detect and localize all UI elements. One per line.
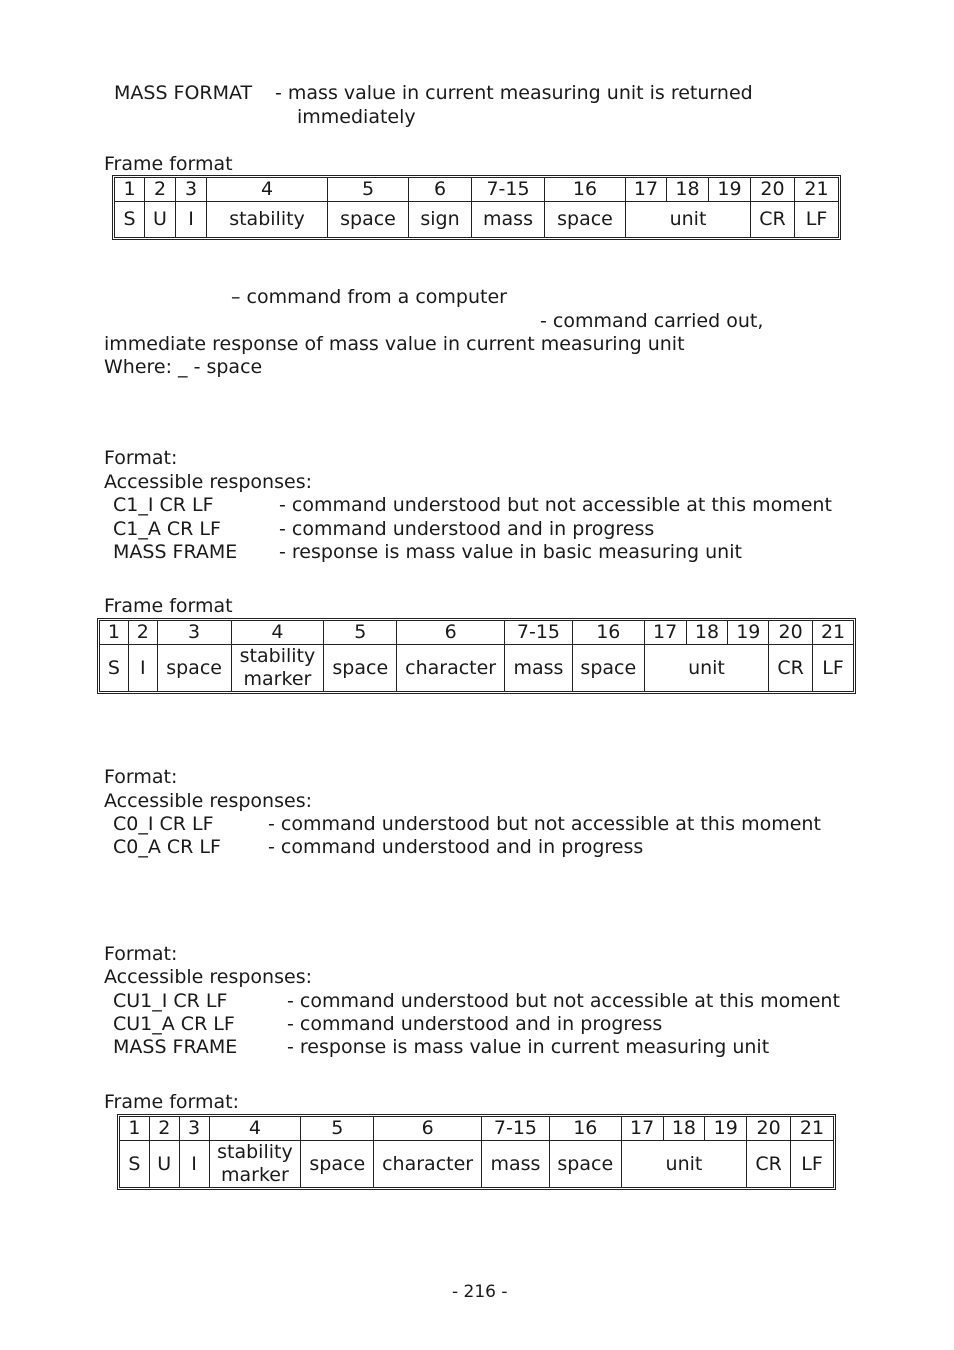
cell-stability: stability: [207, 202, 328, 237]
response-description: - command understood but not accessible at this moment: [279, 494, 832, 516]
cell-mass: mass: [505, 645, 573, 691]
cell-space: space: [324, 645, 397, 691]
header-cell: 18: [687, 621, 729, 645]
response-code: C1_A CR LF: [113, 518, 221, 540]
header-cell: 4: [210, 1117, 302, 1141]
response-description: - command understood but not accessible at this moment: [268, 813, 821, 835]
header-cell: 16: [545, 178, 626, 202]
cell-cr: CR: [769, 645, 813, 691]
header-cell: 21: [795, 178, 838, 202]
response-code: CU1_I CR LF: [113, 990, 228, 1012]
cell-sign: sign: [409, 202, 472, 237]
header-cell: 6: [397, 621, 505, 645]
table-header-row: [115, 178, 838, 202]
header-cell: 4: [232, 621, 325, 645]
cell-s: S: [120, 1141, 150, 1187]
stability-text: stability: [239, 645, 316, 667]
response-description: - response is mass value in current measuring unit: [287, 1036, 770, 1058]
page-number: - 216 -: [452, 1282, 508, 1302]
marker-text: marker: [221, 1164, 289, 1186]
cell-cr: CR: [751, 202, 795, 237]
cell-unit: unit: [626, 202, 751, 237]
cell-u: U: [145, 202, 176, 237]
frame-format-label: Frame format: [104, 595, 233, 617]
cell-s: S: [115, 202, 145, 237]
frame-format-label: Frame format: [104, 153, 233, 175]
cell-space: space: [328, 202, 409, 237]
header-cell: 6: [374, 1117, 482, 1141]
header-cell: 18: [667, 178, 709, 202]
cell-lf: LF: [801, 1152, 823, 1175]
header-cell: 20: [769, 621, 813, 645]
header-cell: 21: [813, 621, 853, 645]
cell-character: character: [397, 645, 505, 691]
frame-format-label: Frame format:: [104, 1091, 240, 1113]
header-cell: 17: [626, 178, 667, 202]
header-cell: 5: [324, 621, 397, 645]
response-description: - command understood but not accessible at this moment: [287, 990, 840, 1012]
frame-format-table-2: [99, 620, 854, 692]
response-code: CU1_A CR LF: [113, 1013, 235, 1035]
header-cell: 20: [751, 178, 795, 202]
header-cell: 7-15: [472, 178, 545, 202]
cell-i: I: [176, 202, 207, 237]
header-cell: 7-15: [482, 1117, 550, 1141]
header-cell: 2: [129, 621, 158, 645]
header-cell: 17: [622, 1117, 664, 1141]
frame-format-table-3: [119, 1116, 834, 1188]
response-description: - command understood and in progress: [279, 518, 655, 540]
table-row: [120, 1141, 833, 1187]
header-cell: 20: [747, 1117, 791, 1141]
command-carried-out: - command carried out,: [540, 310, 764, 332]
header-cell: 1: [120, 1117, 150, 1141]
header-cell: 17: [645, 621, 687, 645]
header-cell: 3: [158, 621, 232, 645]
response-code: MASS FRAME: [113, 541, 238, 563]
accessible-responses-label: Accessible responses:: [104, 966, 312, 988]
header-cell: 1: [100, 621, 129, 645]
stability-text: stability: [217, 1141, 293, 1163]
mass-format-definition-cont: immediately: [297, 106, 416, 128]
header-cell: 19: [709, 178, 751, 202]
header-cell: 19: [705, 1117, 747, 1141]
header-cell: 2: [150, 1117, 180, 1141]
table-row: [115, 202, 838, 237]
response-description: - command understood and in progress: [268, 836, 644, 858]
header-cell: 5: [328, 178, 409, 202]
cell-i: I: [129, 645, 158, 691]
frame-format-table-1: [114, 177, 839, 238]
cell-space: space: [158, 645, 232, 691]
table-header-row: [120, 1117, 833, 1141]
header-cell: 3: [176, 178, 207, 202]
format-label: Format:: [104, 943, 178, 965]
cell-s: S: [100, 645, 129, 691]
cell-space: space: [573, 645, 645, 691]
header-cell: 7-15: [505, 621, 573, 645]
response-code: MASS FRAME: [113, 1036, 238, 1058]
format-label: Format:: [104, 447, 178, 469]
header-cell: 21: [791, 1117, 833, 1141]
cell-u: U: [150, 1141, 180, 1187]
response-code: C0_I CR LF: [113, 813, 214, 835]
cell-stability-marker: [232, 645, 325, 691]
cell-stability-marker: [210, 1141, 302, 1187]
header-cell: 16: [550, 1117, 622, 1141]
format-label: Format:: [104, 766, 178, 788]
header-cell: 19: [728, 621, 769, 645]
table-header-row: [100, 621, 853, 645]
cell-character: character: [374, 1141, 482, 1187]
header-cell: 6: [409, 178, 472, 202]
mass-format-term: MASS FORMAT: [114, 82, 253, 104]
response-description: - response is mass value in basic measuring unit: [279, 541, 742, 563]
cell-cr: CR: [747, 1141, 791, 1187]
response-description: - command understood and in progress: [287, 1013, 663, 1035]
header-cell: 16: [573, 621, 645, 645]
where-space-note: Where: _ - space: [104, 356, 263, 378]
cell-space: space: [550, 1141, 622, 1187]
response-code: C0_A CR LF: [113, 836, 221, 858]
cell-lf: LF: [822, 656, 844, 679]
header-cell: 1: [115, 178, 145, 202]
header-cell: 3: [180, 1117, 210, 1141]
cell-unit: unit: [645, 645, 770, 691]
command-from-computer: – command from a computer: [231, 286, 507, 308]
mass-format-definition: - mass value in current measuring unit is returned: [275, 82, 753, 104]
cell-mass: mass: [472, 202, 545, 237]
immediate-response-text: immediate response of mass value in current measuring unit: [104, 333, 685, 355]
cell-lf: LF: [805, 208, 828, 230]
cell-unit: unit: [622, 1141, 747, 1187]
accessible-responses-label: Accessible responses:: [104, 790, 312, 812]
marker-text: marker: [243, 668, 312, 690]
header-cell: 18: [664, 1117, 706, 1141]
cell-i: I: [180, 1141, 210, 1187]
cell-mass: mass: [482, 1141, 550, 1187]
response-code: C1_I CR LF: [113, 494, 214, 516]
table-row: [100, 645, 853, 691]
accessible-responses-label: Accessible responses:: [104, 471, 312, 493]
cell-space: space: [545, 202, 626, 237]
cell-space: space: [301, 1141, 374, 1187]
header-cell: 4: [207, 178, 328, 202]
header-cell: 2: [145, 178, 176, 202]
header-cell: 5: [301, 1117, 374, 1141]
